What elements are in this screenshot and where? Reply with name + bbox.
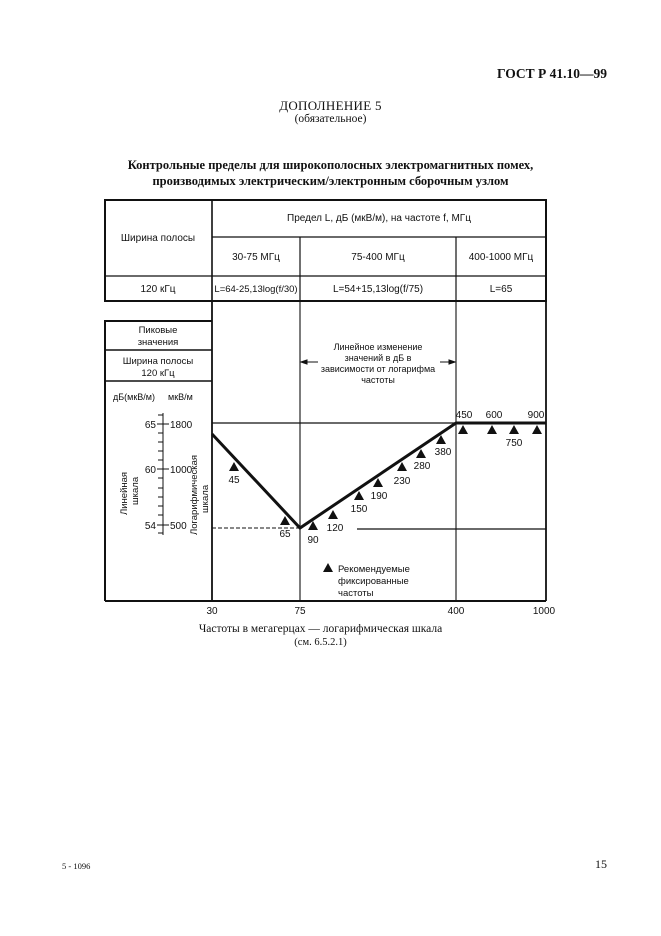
marker-icon [509,425,519,434]
figure-title-line-1: Контрольные пределы для широкополосных электромагнитных помех, [127,158,534,172]
marker-label-90: 90 [307,535,319,546]
y-unit-uv: мкВ/м [168,392,193,402]
bandwidth-header: Ширина полосы [120,233,196,244]
log-scale-label-2: шкала [200,484,211,513]
marker-label-280: 280 [413,461,431,472]
marker-label-45: 45 [228,475,240,486]
range-30-75: 30-75 МГц [232,252,280,263]
y-tick-db-54: 54 [144,521,156,532]
appendix-subtitle: (обязательное) [294,113,367,125]
annotation-line-1: Линейное изменение [333,342,423,352]
x-tick-75: 75 [294,606,306,617]
marker-label-120: 120 [326,523,344,534]
appendix-title: ДОПОЛНЕНИЕ 5 [279,98,382,113]
x-axis-caption [0,622,651,650]
marker-label-150: 150 [350,504,368,515]
marker-label-600: 600 [485,410,503,421]
x-tick-400: 400 [447,606,465,617]
marker-icon [458,425,468,434]
marker-label-190: 190 [370,491,388,502]
peak-values-label-1: Пиковые [138,325,178,336]
y-tick-uv-500: 500 [170,521,187,532]
recommended-frequency-markers [229,425,542,530]
marker-icon [532,425,542,434]
marker-label-380: 380 [434,447,452,458]
bandwidth-value: 120 кГц [140,284,176,295]
marker-label-900: 900 [527,410,545,421]
linear-scale-label-2: шкала [130,476,141,505]
legend-line-2: фиксированные [338,576,409,587]
annotation-line-4: частоты [361,375,395,385]
x-axis-caption-line-2: (см. 6.5.2.1) [294,637,347,648]
range-75-400: 75-400 МГц [351,252,405,263]
y-axis-scale [157,413,169,535]
marker-label-230: 230 [393,476,411,487]
log-scale-label-1: Логарифмическая [189,454,200,535]
print-code: 5 - 1096 [62,861,91,871]
marker-label-750: 750 [505,438,523,449]
formula-75-400: L=54+15,13log(f/75) [332,284,424,295]
marker-icon [487,425,497,434]
marker-icon [328,510,338,519]
x-tick-1000: 1000 [532,606,556,617]
marker-label-65: 65 [279,529,291,540]
marker-label-450: 450 [455,410,473,421]
y-tick-db-60: 60 [144,465,156,476]
figure-title-line-2: производимых электрическим/электронным сборочным узлом [152,174,509,188]
formula-400-1000: L=65 [489,284,513,295]
x-axis-caption-line-1: Частоты в мегагерцах — логарифмическая шкала [198,623,443,635]
range-400-1000: 400-1000 МГц [468,252,534,263]
y-tick-uv-1800: 1800 [170,420,193,431]
bandwidth-label-1: Ширина полосы [122,356,194,367]
peak-values-label-2: значения [137,337,179,348]
annotation-line-2: значений в дБ в [344,353,412,363]
linear-scale-label-1: Линейная [119,471,130,515]
formula-30-75: L=64-25,13log(f/30) [214,284,298,295]
y-tick-uv-1000: 1000 [170,465,193,476]
y-unit-db: дБ(мкВ/м) [113,392,155,402]
annotation-line-3: зависимости от логарифма [320,364,436,374]
bandwidth-label-2: 120 кГц [141,368,175,379]
limit-header: Предел L, дБ (мкВ/м), на частоте f, МГц [287,213,471,224]
legend-line-1: Рекомендуемые [338,564,410,575]
legend-marker-icon [323,563,333,572]
document-code: ГОСТ Р 41.10—99 [496,66,607,81]
legend-line-3: частоты [338,588,374,599]
y-tick-db-65: 65 [144,420,156,431]
limit-line [212,423,546,528]
page-number: 15 [595,857,607,871]
x-tick-30: 30 [206,606,218,617]
